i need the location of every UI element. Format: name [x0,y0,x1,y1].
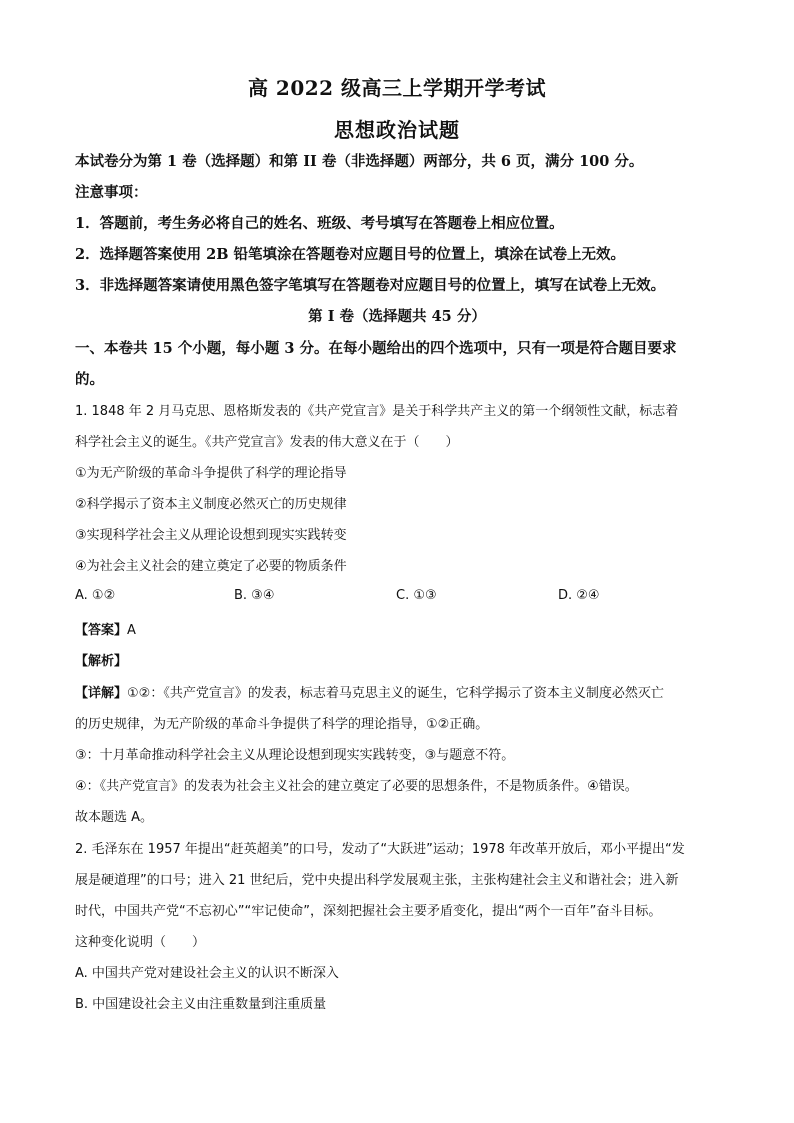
q2-option-b: B. 中国建设社会主义由注重数量到注重质量 [75,997,327,1012]
q1-detail [75,682,735,701]
section-instruction: 一、本卷共 15 个小题，每小题 3 分。在每小题给出的四个选项中，只有一项是符合题目要求 [75,340,677,357]
q1-statement-1: ①为无产阶级的革命斗争提供了科学的理论指导 [75,466,347,481]
note-item-1: 1．答题前，考生务必将自己的姓名、班级、考号填写在答题卷上相应位置。 [75,215,564,232]
detail-text: ①②：《共产党宣言》的发表，标志着马克思主义的诞生，它科学揭示了资本主义制度必然灭亡 [127,686,664,701]
q1-option-c: C. ①③ [396,588,437,603]
exam-title: 高 2022 级高三上学期开学考试 [247,76,547,100]
analysis-tag: 【解析】 [75,654,128,669]
q1-option-a: A. ①② [75,588,116,603]
q2-stem-cont-1: 展是硬道理”的口号；进入 21 世纪后，党中央提出科学发展观主张，主张构建社会主义和谐社会；进入新 [75,873,679,888]
q1-conclusion: 故本题选 A。 [75,810,154,825]
q1-statement-2: ②科学揭示了资本主义制度必然灭亡的历史规律 [75,497,347,512]
q1-detail-4: ④：《共产党宣言》的发表为社会主义社会的建立奠定了必要的思想条件，不是物质条件。④错误。 [75,779,638,794]
q1-analysis-heading [75,650,735,669]
q1-option-d: D. ②④ [558,588,600,603]
q1-statement-3: ③实现科学社会主义从理论设想到现实实践转变 [75,528,347,543]
q1-stem-cont: 科学社会主义的诞生。《共产党宣言》发表的伟大意义在于（ ） [75,435,459,450]
q2-option-a: A. 中国共产党对建设社会主义的认识不断深入 [75,966,339,981]
q1-statement-4: ④为社会主义社会的建立奠定了必要的物质条件 [75,559,347,574]
answer-tag: 【答案】 [75,623,128,638]
exam-subject-title: 思想政治试题 [334,118,460,142]
notes-heading: 注意事项： [75,184,148,201]
q2-stem: 2. 毛泽东在 1957 年提出“赶英超美”的口号，发动了“大跃进”运动；1978 年改革开放后，邓小平提出“发 [75,842,685,857]
section-title: 第 I 卷（选择题共 45 分） [308,308,486,325]
q1-detail-cont: 的历史规律，为无产阶级的革命斗争提供了科学的理论指导，①②正确。 [75,717,489,732]
q2-stem-cont-2: 时代，中国共产党“不忘初心”“牢记使命”，深刻把握社会主要矛盾变化，提出“两个一百年”奋斗目标。 [75,904,662,919]
q1-stem: 1. 1848 年 2 月马克思、恩格斯发表的《共产党宣言》是关于科学共产主义的第一个纲领性文献，标志着 [75,404,679,419]
answer-value: A [127,623,136,638]
q1-option-b: B. ③④ [234,588,275,603]
q1-detail-3: ③：十月革命推动科学社会主义从理论设想到现实实践转变，③与题意不符。 [75,748,515,763]
section-instruction-cont: 的。 [75,371,104,388]
exam-intro: 本试卷分为第 1 卷（选择题）和第 II 卷（非选择题）两部分，共 6 页，满分 100 分。 [75,153,644,170]
q2-stem-cont-3: 这种变化说明（ ） [75,935,206,950]
note-item-3: 3．非选择题答案请使用黑色签字笔填写在答题卷对应题目号的位置上，填写在试卷上无效。 [75,277,666,294]
detail-tag: 【详解】 [75,686,128,701]
q1-answer [75,619,735,638]
note-item-2: 2．选择题答案使用 2B 铅笔填涂在答题卷对应题目号的位置上，填涂在试卷上无效。 [75,246,626,263]
